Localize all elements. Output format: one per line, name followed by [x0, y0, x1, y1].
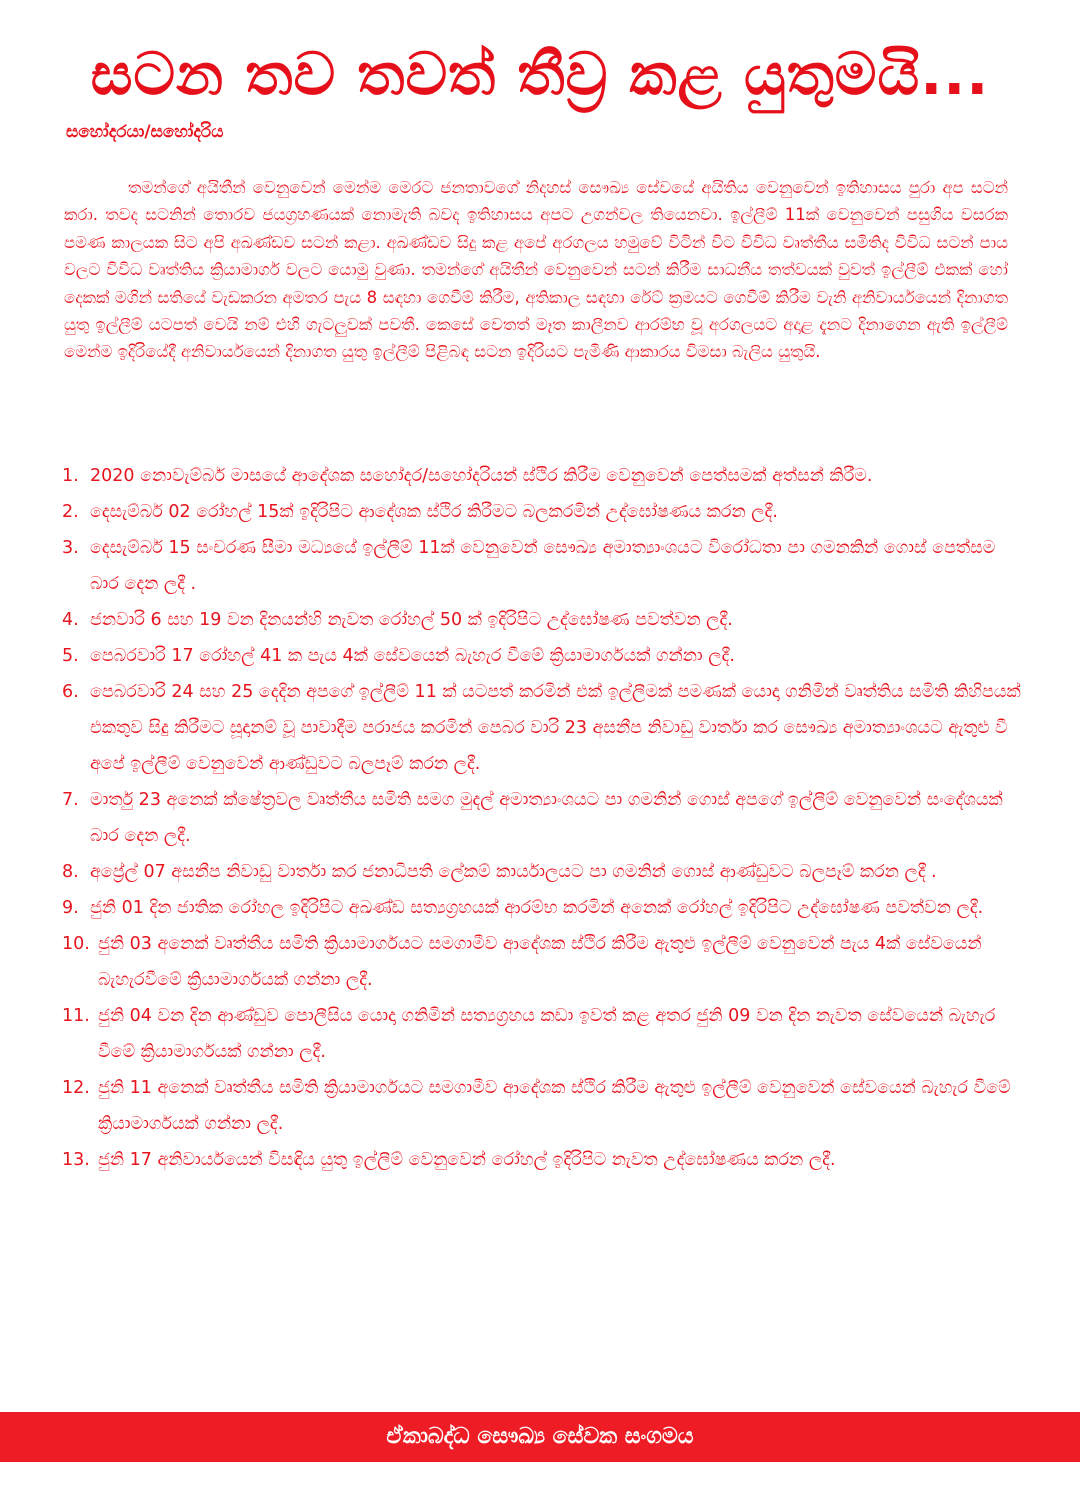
list-item-number: 11. — [62, 1006, 90, 1026]
list-item — [62, 458, 1022, 494]
footer-bar — [0, 1412, 1080, 1462]
list-item-number: 1. — [62, 466, 79, 486]
list-item — [62, 602, 1022, 638]
list-item-text: ජුනි 11 අනෙක් වෘත්තීය සමිති ක්‍රියාමාර්ගයට සමගාමීව ආදේශක ස්ථිර කිරීම ඇතුළු ඉල්ලීම් වෙනුවෙන් සේවයෙන් බැහැර වීමේ ක්‍රියාමාර්ගයක් ගන්නා ලදී. — [98, 1078, 1011, 1134]
list-item-number: 13. — [62, 1150, 90, 1170]
list-item — [62, 1142, 1022, 1178]
salutation: සහෝදරයා/සහෝදරිය — [66, 122, 224, 142]
list-item-text: දෙසැම්බර් 02 රෝහල් 15ක් ඉදිරිපිට ආදේශක ස්ථිර කිරීමට බලකරමින් උද්ඝෝෂණය කරන ලදී. — [90, 502, 778, 522]
list-item-number: 3. — [62, 538, 79, 558]
list-item — [62, 674, 1022, 782]
list-item-text: පෙබරවාරි 17 රෝහල් 41 ක පැය 4ක් සේවයෙන් බැහැර වීමේ ක්‍රියාමාර්ගයක් ගන්නා ලදී. — [90, 646, 735, 666]
list-item-text: මාර්තු 23 අනෙක් ක්ෂේත්‍රවල වෘත්තීය සමිති සමග මුදල් අමාත්‍යාංශයට පා ගමනින් ගොස් අපගේ ඉල්ලීම් වෙනුවෙන් සංදේශයක් බාර දෙන ලදී. — [90, 790, 1003, 846]
list-item-number: 8. — [62, 862, 79, 882]
list-item-number: 2. — [62, 502, 79, 522]
intro-paragraph: තමන්ගේ අයිතීන් වෙනුවෙන් මෙන්ම මෙරට ජනතාවගේ නිදහස් සෞඛ්‍ය සේවයේ අයිතිය වෙනුවෙන් ඉතිහාසය පුරා අප සටන් කරා. තවද සටනින් තොරව ජයග්‍රහණයක් නොමැති බවද ඉතිහාසය අපට උගන්වල තියෙනවා. ඉල්ලීම් 11ක් වෙනුවෙන් පසුගිය වසරක පමණ කාලයක සිට අපි අඛණ්ඩව සටන් කළා. අඛණ්ඩව සිදු කළ අපේ අරගලය හමුවේ විටින් විට විවිධ වෘත්තීය සමිතිද විවිධ සටන් පාය වලට විවිධ වෘත්තිය ක්‍රියාමාර්ග වලට යොමු වුණා. තමන්ගේ අයිතීන් වෙනුවෙන් සටන් කිරීම සාධනීය තත්වයක් වුවත් ඉල්ලීම් එකක් හෝ දෙකක් මගින් සතියේ වැඩකරන අමතර පැය 8 සඳහා ගෙවීම් කිරීම, අතිකාල සඳහා රේට් ක්‍රමයට ගෙවීම් කිරීම වැනි අනිවාර්යයෙන් දිනාගත යුතු ඉල්ලීම් යටපත් වෙයි නම් එහි ගැටලුවක් පවතී. කෙසේ වෙතත් මෑත කාලීනව ආරම්භ වූ අරගලයට අදාළ දැනට දිනාගෙන ඇති ඉල්ලීම් මෙන්ම ඉදිරියේදී අනිවාර්යයෙන් දිනාගත යුතු ඉල්ලීම් පිළිබඳ සටන ඉදිරියට පැමිණි ආකාරය විමසා බැලිය යුතුයි. — [64, 178, 1008, 362]
list-item-number: 9. — [62, 898, 79, 918]
page-title: සටන තව තවත් තීව්‍ර කළ යුතුමයි... — [90, 40, 990, 108]
list-item-text: 2020 නොවැම්බර් මාසයේ ආදේශක සහෝදර/සහෝදරියන් ස්ථිර කිරීම වෙනුවෙන් පෙත්සමක් අත්සන් කිරීම. — [90, 466, 873, 486]
list-item-number: 10. — [62, 934, 90, 954]
list-item-text: පෙබරවාරි 24 සහ 25 දෙදින අපගේ ඉල්ලීම් 11 ක් යටපත් කරමින් එක් ඉල්ලීමක් පමණක් යොදා ගනිමින් වෘත්තිය සමිති කිහිපයක් එකතුව සිදු කිරීමට සූදානම් වූ පාවාදීම පරාජය කරමින් පෙබර වාරි 23 අසනීප නිවාඩු වාර්තා කර සෞඛ්‍ය අමාත්‍යාංශයට ඇතුළු වී අපේ ඉල්ලීම් වෙනුවෙන් ආණ්ඩුවට බලපෑම් කරන ලදී. — [90, 682, 1021, 774]
list-item — [62, 782, 1022, 854]
list-item — [62, 890, 1022, 926]
list-item-number: 5. — [62, 646, 79, 666]
list-item-text: ජුනි 01 දින ජාතික රෝහල ඉදිරිපිට අඛණ්ඩ සත්‍යග්‍රහයක් ආරම්භ කරමින් අනෙක් රෝහල් ඉදිරිපිට උද්ඝෝෂණ පවත්වන ලදී. — [90, 898, 984, 918]
footer-organization-name: ඒකාබද්ධ සෞඛ්‍ය සේවක සංගමය — [386, 1424, 694, 1449]
list-item-text: දෙසැම්බර් 15 සංචරණ සීමා මධ්‍යයේ ඉල්ලීම් 11ක් වෙනුවෙන් සෞඛ්‍ය අමාත්‍යාංශයට විරෝධතා පා ගමනකින් ගොස් පෙත්සම බාර දෙන ලදී . — [90, 538, 996, 594]
events-list — [62, 458, 1022, 1178]
list-item-number: 6. — [62, 682, 79, 702]
list-item-text: අප්‍රේල් 07 අසනීප නිවාඩු වාර්තා කර ජනාධිපති ලේකම් කාර්යාලයට පා ගමනින් ගොස් ආණ්ඩුවට බලපෑම් කරන ලදී . — [90, 862, 937, 882]
list-item — [62, 1070, 1022, 1142]
list-item — [62, 926, 1022, 998]
list-item-number: 12. — [62, 1078, 90, 1098]
list-item — [62, 638, 1022, 674]
list-item-text: ජුනි 04 වන දින ආණ්ඩුව පොලීසිය යොදා ගනිමින් සත්‍යග්‍රහය කඩා ඉවත් කළ අතර ජුනි 09 වන දින නැවත සේවයෙන් බැහැර වීමේ ක්‍රියාමාර්ගයක් ගන්නා ලදී. — [98, 1006, 996, 1062]
list-item-text: ජනවාරි 6 සහ 19 වන දිනයන්හි නැවත රෝහල් 50 ක් ඉදිරිපිට උද්ඝෝෂණ පවත්වන ලදී. — [90, 610, 733, 630]
list-item — [62, 854, 1022, 890]
list-item — [62, 530, 1022, 602]
list-item-text: ජුනි 03 අනෙක් වෘත්තීය සමිති ක්‍රියාමාර්ගයට සමගාමීව ආදේශක ස්ථිර කිරීම ඇතුළු ඉල්ලීම් වෙනුවෙන් පැය 4ක් සේවයෙන් බැහැරවීමේ ක්‍රියාමාර්ගයක් ගන්නා ලදී. — [98, 934, 982, 990]
list-item — [62, 998, 1022, 1070]
list-item-text: ජුනි 17 අනිවාර්යයෙන් විසඳිය යුතු ඉල්ලීම් වෙනුවෙන් රෝහල් ඉදිරිපිට නැවත උද්ඝෝෂණය කරන ලදී. — [98, 1150, 836, 1170]
list-item-number: 4. — [62, 610, 79, 630]
list-item-number: 7. — [62, 790, 79, 810]
list-item — [62, 494, 1022, 530]
